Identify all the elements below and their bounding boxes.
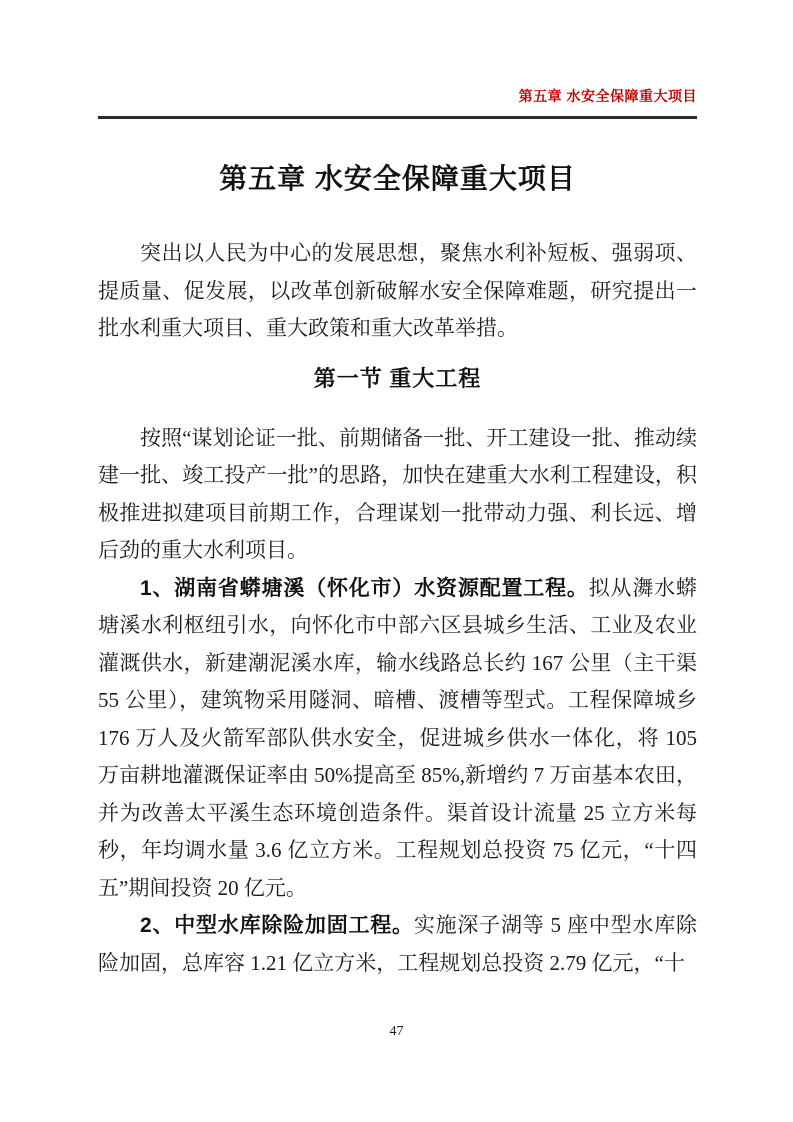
intro-paragraph: 突出以人民为中心的发展思想，聚焦水利补短板、强弱项、提质量、促发展，以改革创新破解水安全保障难题，研究提出一批水利重大项目、重大政策和重大改革举措。	[98, 241, 697, 340]
project-item-2-body: 实施深子湖等 5 座中型水库除险加固，总库容 1.21 亿立方米，工程规划总投资 2.79 亿元，“十	[98, 913, 697, 975]
section-title: 第一节 重大工程	[313, 365, 482, 391]
section-intro-paragraph: 按照“谋划论证一批、前期储备一批、开工建设一批、推动续建一批、竣工投产一批”的思路，加快在建重大水利工程建设，积极推进拟建项目前期工作，合理谋划一批带动力强、利长远、增后劲的重大水利项目。	[98, 425, 697, 562]
project-item-1-body: 拟从㵲水蟒塘溪水利枢纽引水，向怀化市中部六区县城乡生活、工业及农业灌溉供水，新建潮泥溪水库，输水线路总长约 167 公里（主干渠 55 公里），建筑物采用隧洞、暗槽、渡槽等型式。工程保障城乡 176 万人及火箭军部队供水安全，促进城乡供水一体化，将 105 万亩耕地灌溉保证率由 50%提高至 85%,新增约 7 万亩基本农田，并为改善太平溪生态环境创造条件。渠首设计流量 25 立方米每秒，年均调水量 3.6 亿立方米。工程规划总投资 75 亿元，“十四五”期间投资 20 亿元。	[98, 575, 697, 900]
header-rule	[98, 116, 697, 119]
project-item-2-lead: 2、中型水库除险加固工程。	[140, 914, 414, 937]
running-header	[98, 86, 697, 106]
running-header-text: 第五章 水安全保障重大项目	[518, 88, 697, 104]
project-item-1	[98, 570, 697, 908]
chapter-title: 第五章 水安全保障重大项目	[219, 163, 576, 194]
page-content	[98, 158, 697, 982]
page-number: 47	[389, 1024, 404, 1039]
project-item-1-lead: 1、湖南省蟒塘溪（怀化市）水资源配置工程。	[140, 576, 589, 600]
project-item-2	[98, 907, 697, 982]
